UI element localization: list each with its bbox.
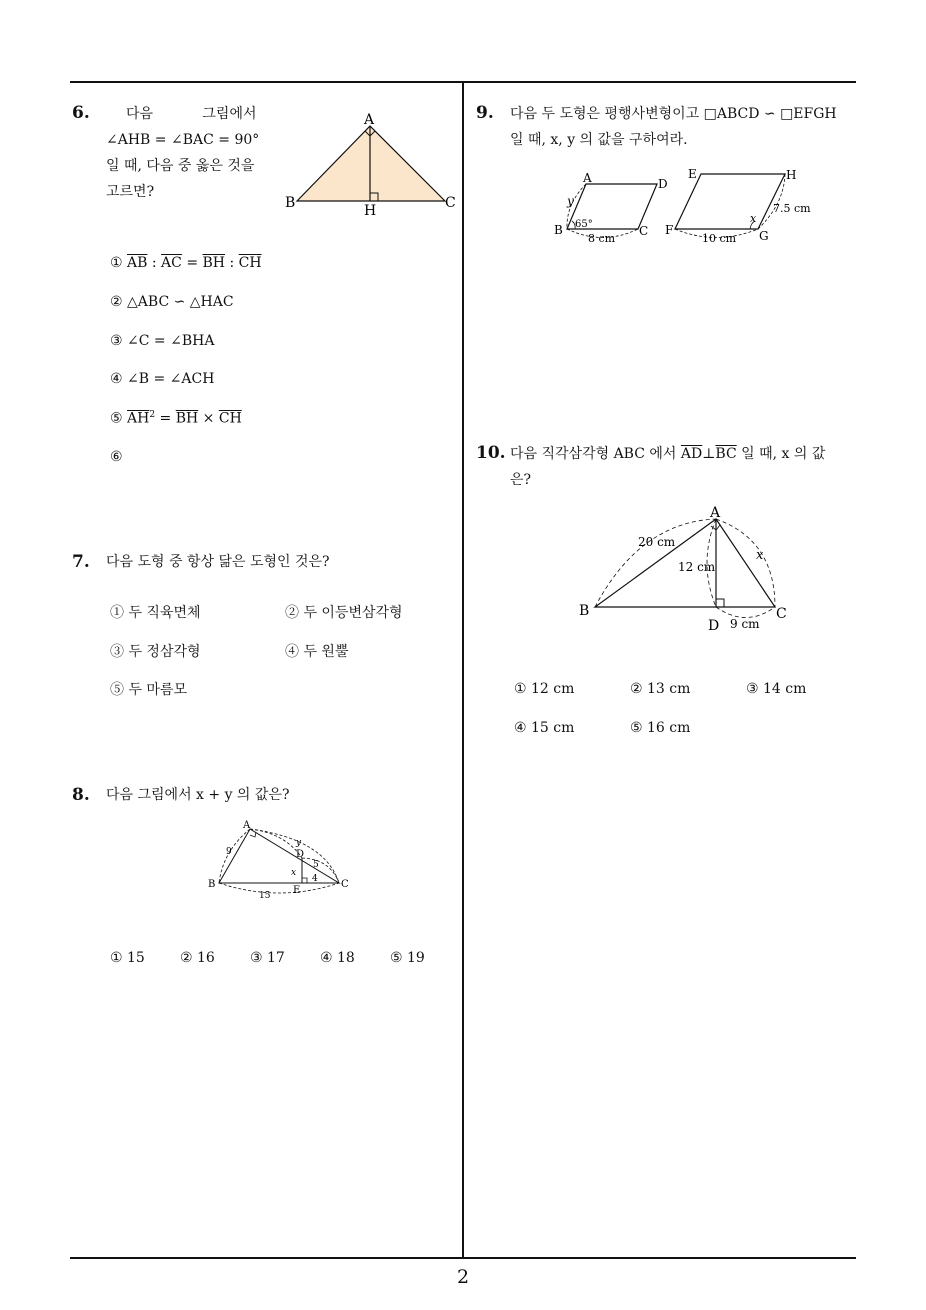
q6-option-5-seg-ch: $\overline{CH}$	[218, 410, 242, 427]
q7-option-4[interactable]	[285, 641, 348, 661]
q9-label-y: y	[567, 194, 574, 208]
q7-option-3[interactable]	[110, 641, 201, 661]
q8-label-9: 9	[226, 847, 232, 857]
q7-option-3-mark: ③	[110, 644, 124, 660]
q7-text: 다음 도형 중 항상 닮은 도형인 것은?	[106, 554, 330, 570]
q10-line1-ad: $\overline{AD}$	[680, 446, 703, 462]
q9-parallelogram-efgh	[675, 174, 785, 229]
q6-option-1-seg-ch: $\overline{CH}$	[238, 255, 262, 271]
q9-label-a: A	[583, 171, 592, 185]
q8-option-3[interactable]	[250, 950, 285, 966]
q8-option-3-mark: ③	[250, 950, 263, 966]
q10-option-2-mark: ②	[630, 681, 643, 697]
q6-option-6-mark: ⑥	[110, 449, 123, 465]
q10-line1-pre: 다음 직각삼각형 ABC 에서	[510, 446, 681, 462]
q10-option-5-mark: ⑤	[630, 720, 643, 736]
q6-label-a: A	[364, 112, 375, 128]
q10-option-4-text: 15 cm	[531, 720, 575, 736]
q6-option-6[interactable]	[110, 449, 123, 465]
q10-line1	[510, 441, 860, 467]
q6-option-1-seg-ac: $\overline{AC}$	[161, 255, 182, 271]
q10-line2: 은?	[510, 472, 532, 488]
q10-option-3-mark: ③	[746, 681, 759, 697]
q6-label-c: C	[445, 195, 456, 211]
q9-label-h: H	[786, 168, 797, 182]
q9-label-fg: 10 cm	[702, 232, 737, 245]
q8-option-4-text: 18	[337, 950, 355, 966]
q9-label-e: E	[688, 167, 697, 181]
q10-label-x: x	[756, 548, 764, 563]
q8-right-angle-a	[250, 832, 256, 837]
q6-option-4[interactable]	[110, 371, 214, 387]
q10-text	[510, 441, 860, 493]
q6-option-3-mark: ③	[110, 333, 123, 349]
q6-line3: 일 때, 다음 중 옳은 것을	[106, 158, 255, 174]
q9-figure	[548, 160, 823, 250]
q7-option-4-mark: ④	[285, 644, 299, 660]
q10-option-1-mark: ①	[514, 681, 527, 697]
q10-figure	[570, 500, 800, 640]
page-number: 2	[456, 1266, 470, 1288]
q8-number: 8.	[72, 785, 90, 805]
q6-label-b: B	[285, 195, 296, 211]
q6-option-2-text: △ABC ∽ △HAC	[127, 294, 234, 310]
q10-line1-post: 일 때, x 의 값	[736, 446, 826, 462]
q6-option-5-mark: ⑤	[110, 410, 123, 427]
q10-label-a: A	[710, 505, 721, 521]
q10-option-1[interactable]	[514, 681, 574, 697]
q8-option-2-text: 16	[197, 950, 215, 966]
q8-option-2-mark: ②	[180, 950, 193, 966]
q10-option-5[interactable]	[630, 720, 690, 736]
q10-option-5-text: 16 cm	[647, 720, 691, 736]
q6-line1: 다음 그림에서	[126, 106, 257, 122]
q7-option-5-mark: ⑤	[110, 682, 124, 698]
q6-triangle	[297, 126, 445, 201]
q6-line2: ∠AHB = ∠BAC = 90°	[106, 132, 260, 148]
q10-number: 10.	[476, 443, 506, 463]
q6-option-2-mark: ②	[110, 294, 123, 310]
bottom-rule	[70, 1257, 856, 1259]
q7-option-5[interactable]	[110, 679, 187, 699]
q6-option-3[interactable]	[110, 333, 214, 349]
q8-option-2[interactable]	[180, 950, 215, 966]
q8-label-e: E	[293, 885, 301, 896]
q6-option-4-mark: ④	[110, 371, 123, 387]
q7-option-2-mark: ②	[285, 605, 299, 621]
q7-option-1[interactable]	[110, 602, 201, 622]
q9-label-b: B	[554, 223, 563, 237]
q8-option-1[interactable]	[110, 950, 145, 966]
q10-option-3-text: 14 cm	[763, 681, 807, 697]
q10-label-dc: 9 cm	[730, 617, 760, 631]
q6-option-1-sep2: =	[181, 255, 203, 271]
q6-option-5[interactable]	[110, 410, 242, 427]
q6-text	[106, 101, 274, 205]
q6-figure	[280, 110, 460, 220]
q6-option-1-mark: ①	[110, 255, 123, 271]
q6-option-1-seg-bh: $\overline{BH}$	[202, 255, 226, 271]
q8-right-angle-e	[302, 878, 307, 883]
q6-option-1[interactable]	[110, 255, 262, 271]
q9-label-angle: 65°	[575, 219, 593, 230]
q9-number: 9.	[476, 103, 494, 123]
q9-label-d: D	[658, 177, 668, 191]
column-divider	[462, 83, 464, 1259]
q9-label-g: G	[759, 229, 769, 243]
q9-line2: 일 때, x, y 의 값을 구하여라.	[510, 132, 688, 148]
q8-label-x: x	[291, 868, 297, 878]
q8-label-c: C	[341, 879, 349, 890]
q8-label-b: B	[208, 879, 216, 890]
q8-label-d: D	[296, 849, 305, 860]
q6-option-5-seg-bh: $\overline{BH}$	[175, 410, 199, 427]
q8-label-15: 15	[259, 891, 271, 900]
q7-number: 7.	[72, 552, 90, 572]
q9-label-c: C	[639, 224, 649, 238]
q10-option-1-text: 12 cm	[531, 681, 575, 697]
q6-option-5-sup: 2	[149, 410, 156, 420]
q9-label-f: F	[665, 223, 674, 237]
q7-option-2-text: 두 이등변삼각형	[303, 605, 403, 621]
q6-number: 6.	[72, 103, 90, 123]
q9-label-gh: 7.5 cm	[773, 202, 811, 215]
q8-option-5[interactable]	[390, 950, 425, 966]
q6-option-5-seg-ah: $\overline{AH}$	[127, 410, 150, 427]
q9-label-bc: 8 cm	[588, 232, 616, 245]
q7-option-3-text: 두 정삼각형	[128, 644, 201, 660]
q7-option-1-mark: ①	[110, 605, 124, 621]
q8-figure	[205, 815, 365, 900]
q6-option-5-times: ×	[198, 410, 219, 427]
q6-line4: 고르면?	[106, 184, 155, 200]
q8-label-4: 4	[312, 874, 318, 884]
q6-option-1-sep1: :	[147, 255, 162, 271]
q8-option-5-text: 19	[407, 950, 425, 966]
q8-label-5: 5	[313, 860, 319, 870]
q8-option-4-mark: ④	[320, 950, 333, 966]
q8-option-1-text: 15	[127, 950, 145, 966]
q6-option-4-text: ∠B = ∠ACH	[127, 371, 215, 387]
q10-label-c: C	[776, 606, 787, 622]
q9-label-x: x	[750, 212, 757, 225]
q7-option-2[interactable]	[285, 602, 403, 622]
q6-option-5-eq: =	[155, 410, 176, 427]
q8-option-4[interactable]	[320, 950, 355, 966]
q10-right-angle-d	[716, 599, 724, 607]
q10-line1-bc: $\overline{BC}$	[715, 446, 737, 462]
q10-option-2-text: 13 cm	[647, 681, 691, 697]
q10-option-3[interactable]	[746, 681, 806, 697]
q10-label-ad: 12 cm	[678, 560, 716, 574]
q6-option-1-seg-ab: $\overline{AB}$	[127, 255, 148, 271]
q8-label-a: A	[243, 820, 251, 831]
q10-label-d: D	[708, 618, 720, 634]
q6-label-h: H	[364, 203, 377, 219]
q10-label-b: B	[579, 603, 590, 619]
q10-option-4-mark: ④	[514, 720, 527, 736]
q6-option-1-sep3: :	[225, 255, 239, 271]
q8-option-5-mark: ⑤	[390, 950, 403, 966]
q8-text: 다음 그림에서 x + y 의 값은?	[106, 787, 290, 803]
q7-option-5-text: 두 마름모	[128, 682, 187, 698]
q7-option-4-text: 두 원뿔	[303, 644, 349, 660]
q8-arc-bc	[219, 883, 339, 893]
q8-option-1-mark: ①	[110, 950, 123, 966]
q10-arc-dc	[716, 607, 775, 618]
q9-text	[510, 101, 860, 153]
q8-option-3-text: 17	[267, 950, 285, 966]
q8-label-y: y	[296, 838, 302, 848]
q10-option-2[interactable]	[630, 681, 690, 697]
q6-option-2[interactable]	[110, 294, 234, 310]
q6-option-3-text: ∠C = ∠BHA	[127, 333, 215, 349]
q9-line1: 다음 두 도형은 평행사변형이고 □ABCD ∽ □EFGH	[510, 106, 837, 122]
q10-label-ab: 20 cm	[638, 535, 676, 549]
q10-option-4[interactable]	[514, 720, 574, 736]
q10-line1-perp: ⊥	[702, 446, 716, 462]
q7-option-1-text: 두 직육면체	[128, 605, 201, 621]
